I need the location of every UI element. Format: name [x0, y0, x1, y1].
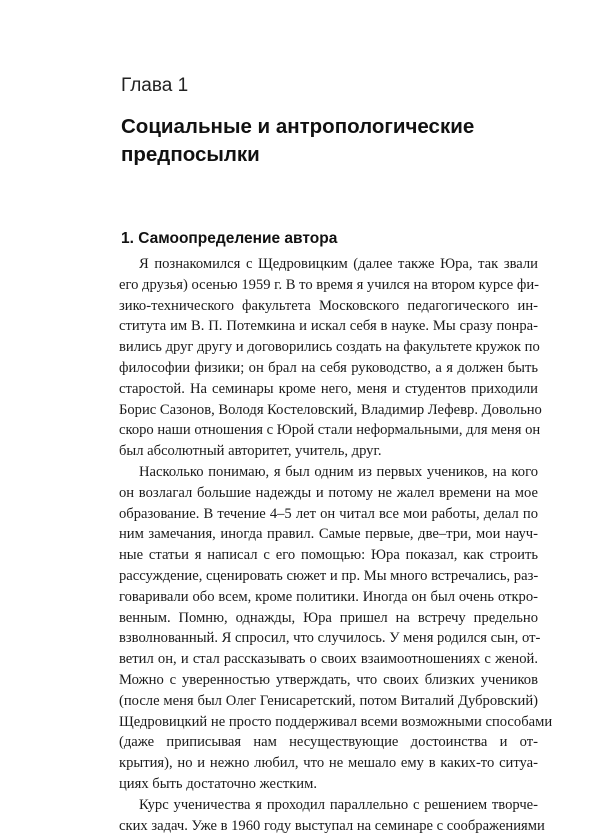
text-line: (после меня был Олег Генисаретский, потом Виталий Дубровский) — [119, 692, 538, 709]
text-line: образование. В течение 4–5 лет он читал все мои работы, делал по — [119, 505, 538, 522]
text-line: крытия), но и нежно любил, что не мешало ему в каких-то ситуа- — [119, 755, 538, 772]
text-line: зико-технического факультета Московского педагогического ин- — [119, 297, 538, 314]
text-line: вились друг другу и договорились создать на факультете кружок по — [119, 339, 540, 356]
text-line: был абсолютный авторитет, учитель, друг. — [119, 443, 382, 460]
text-line: рассуждение, сценировать сюжет и пр. Мы много встречались, раз- — [119, 567, 539, 584]
text-line: Насколько понимаю, я был одним из первых учеников, на кого — [139, 463, 538, 480]
text-line: скоро наши отношения с Юрой стали неформальными, для меня он — [119, 422, 541, 439]
chapter-label: Глава 1 — [121, 75, 189, 96]
text-line: его друзья) осенью 1959 г. В то время я учился на втором курсе фи- — [119, 276, 540, 293]
text-line: (даже приписывая нам несуществующие достоинства и от- — [119, 734, 538, 751]
chapter-title-line: Социальные и антропологические — [121, 115, 475, 138]
text-line: взволнованный. Я спросил, что случилось. У меня родился сын, от- — [119, 630, 541, 647]
text-line: ные статьи я написал с его помощью: Юра показал, как строить — [119, 547, 538, 564]
text-line: ветил он, и стал рассказывать о своих взаимоотношениях с женой. — [119, 651, 538, 668]
text-line: венным. Помню, однажды, Юра пришел на встречу предельно — [119, 609, 538, 626]
text-line: ним замечания, иногда правил. Самые первые, две–три, мои науч- — [119, 526, 538, 543]
body-text — [119, 254, 553, 836]
text-line: Щедровицкий не просто поддерживал всеми возможными способами — [119, 713, 553, 730]
text-line: философии физики; он брал на себя руководство, а я должен быть — [119, 359, 538, 376]
text-line: циях быть достаточно жестким. — [119, 775, 317, 792]
text-line: Я познакомился с Щедровицким (далее также Юра, так звали — [139, 256, 538, 272]
text-line: ских задач. Уже в 1960 году выступал на семинаре с соображениями — [119, 817, 545, 834]
chapter-title-line: предпосылки — [121, 143, 260, 166]
text-line: Борис Сазонов, Володя Костеловский, Владимир Лефевр. Довольно — [119, 401, 542, 418]
text-line: говаривали обо всем, кроме политики. Иногда он был очень откро- — [119, 588, 538, 605]
text-line: ститута им В. П. Потемкина и искал себя в науке. Мы сразу понра- — [119, 318, 538, 335]
text-line: старостой. На семинары кроме него, меня и студентов приходили — [119, 380, 538, 397]
text-line: он возлагал большие надежды и потому не жалел времени на мое — [119, 484, 538, 501]
text-line: Курс ученичества я проходил параллельно с решением творче- — [139, 796, 538, 813]
chapter-title — [121, 113, 474, 169]
section-heading: 1. Самоопределение автора — [121, 230, 338, 247]
text-line: Можно с уверенностью утверждать, что своих близких учеников — [119, 671, 538, 688]
